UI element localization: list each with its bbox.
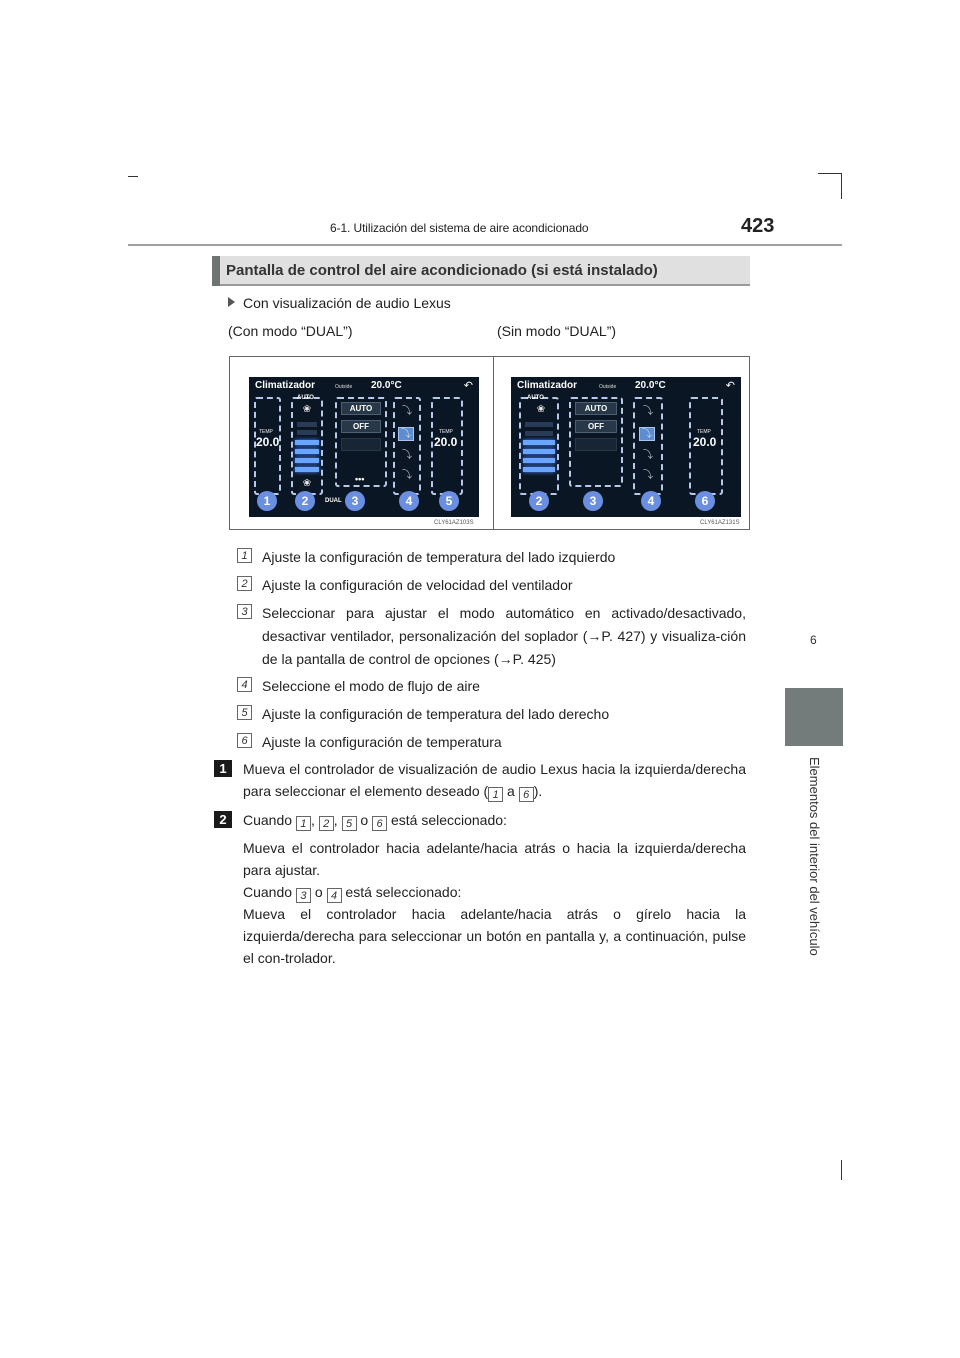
- item-ref: 1: [488, 787, 503, 802]
- header-rule: [128, 244, 842, 246]
- list-item: [237, 675, 747, 698]
- airflow-bilevel-icon[interactable]: ⤵: [639, 427, 655, 441]
- blower-custom-button[interactable]: [341, 438, 381, 451]
- item-ref: 3: [296, 888, 311, 903]
- back-arrow-icon[interactable]: ↶: [463, 380, 473, 392]
- item-text: Ajuste la configuración de velocidad del ventilador: [262, 577, 573, 593]
- page-number: 423: [741, 215, 775, 237]
- callout-6: 6: [695, 491, 715, 511]
- step-text-part: ).: [533, 783, 543, 799]
- back-arrow-icon[interactable]: ↶: [725, 380, 735, 392]
- step-paragraph: Mueva el controlador hacia adelante/hacia atrás o gírelo hacia la izquierda/derecha para seleccionar un botón en pantalla y, a continuación, pulse el con-trolador.: [243, 906, 746, 966]
- fan-level-bar: [523, 458, 555, 463]
- more-options-icon[interactable]: •••: [355, 474, 365, 484]
- list-item: [237, 602, 747, 671]
- dual-label[interactable]: DUAL: [325, 498, 342, 504]
- airflow-face-icon[interactable]: ⤵: [643, 406, 653, 417]
- or-word: o: [314, 884, 323, 900]
- triangle-bullet-icon: [228, 297, 235, 307]
- step-number: 2: [214, 811, 232, 828]
- item-number: 1: [237, 548, 252, 563]
- callout-2: 2: [295, 491, 315, 511]
- item-ref: 6: [519, 787, 534, 802]
- section-title: Pantalla de control del aire acondicionado (si está instalado): [226, 262, 658, 279]
- temp-label: TEMP: [697, 429, 711, 435]
- crop-mark: [841, 173, 842, 199]
- outside-label: Outside: [599, 384, 617, 390]
- item-ref: 1: [296, 816, 311, 831]
- chapter-tab: [785, 688, 843, 746]
- item-number: 6: [237, 733, 252, 748]
- running-header: 6-1. Utilización del sistema de aire acondicionado: [330, 221, 589, 235]
- callout-2: 2: [529, 491, 549, 511]
- auto-badge: AUTO: [297, 395, 314, 401]
- auto-button[interactable]: AUTO: [575, 402, 617, 415]
- callout-3: 3: [345, 491, 365, 511]
- crop-mark: [128, 176, 138, 177]
- climate-screen-dual: [249, 377, 479, 517]
- item-number: 2: [237, 576, 252, 591]
- callout-4: 4: [641, 491, 661, 511]
- screen-title: Climatizador: [255, 380, 316, 391]
- bullet-line: [228, 295, 451, 311]
- item-text: Ajuste la configuración de temperatura del lado izquierdo: [262, 549, 616, 565]
- temp-label: TEMP: [439, 429, 453, 435]
- fan-icon: ❀: [536, 404, 546, 415]
- fan-level-bar: [523, 440, 555, 445]
- outside-temp: 20.0°C: [635, 380, 666, 391]
- item-text: Ajuste la configuración de temperatura: [262, 734, 502, 750]
- when-word: Cuando: [243, 884, 293, 900]
- image-code: CLY61AZ103S: [434, 520, 474, 526]
- item-ref: 4: [327, 888, 342, 903]
- item-ref: 5: [342, 816, 357, 831]
- item-text: Seleccione el modo de flujo de aire: [262, 678, 480, 694]
- fan-level-bar: [523, 449, 555, 454]
- item-ref: 2: [319, 816, 334, 831]
- crop-mark: [841, 1160, 842, 1180]
- selected-text: está seleccionado:: [345, 884, 462, 900]
- blower-custom-button[interactable]: [575, 438, 617, 451]
- list-item: [237, 703, 747, 726]
- airflow-face-icon[interactable]: ⤵: [402, 406, 412, 417]
- fan-level-bar: [295, 449, 319, 454]
- list-item: [237, 574, 747, 597]
- bullet-text: Con visualización de audio Lexus: [243, 295, 451, 311]
- when-word: Cuando: [243, 812, 293, 828]
- list-item: [237, 731, 747, 754]
- illustration-divider: [493, 356, 494, 530]
- or-word: o: [360, 812, 369, 828]
- fan-level-bar: [525, 422, 553, 427]
- outside-temp: 20.0°C: [371, 380, 402, 391]
- fan-level-bar: [525, 431, 553, 436]
- step-paragraph: Mueva el controlador hacia adelante/hacia atrás o hacia la izquierda/derecha para ajustar.: [243, 840, 746, 878]
- crop-mark: [818, 173, 842, 174]
- airflow-defrost-icon[interactable]: ⤵: [643, 470, 653, 481]
- item-text: Seleccionar para ajustar el modo automático en activado/desactivado, desactivar ventilador, personalización del soplador (→P. 427) y visualiza-ción de la pantalla de control de opciones (→P. 425): [262, 605, 746, 667]
- airflow-feet-icon[interactable]: ⤵: [643, 450, 653, 461]
- fan-small-icon: ❀: [302, 478, 312, 489]
- caption-left: (Con modo “DUAL”): [228, 323, 353, 339]
- callout-4: 4: [399, 491, 419, 511]
- airflow-defrost-icon[interactable]: ⤵: [402, 470, 412, 481]
- auto-badge: AUTO: [527, 395, 544, 401]
- item-number: 4: [237, 677, 252, 692]
- selected-text: está seleccionado:: [390, 812, 507, 828]
- step-text-part: a: [503, 783, 519, 799]
- callout-1: 1: [257, 491, 277, 511]
- auto-button[interactable]: AUTO: [341, 402, 381, 415]
- climate-screen-single: [511, 377, 741, 517]
- temp-label: TEMP: [259, 429, 273, 435]
- screen-title: Climatizador: [517, 380, 578, 391]
- left-temp-value: 20.0: [256, 435, 280, 449]
- fan-level-bar: [295, 440, 319, 445]
- list-item: [237, 546, 747, 569]
- step-condition: [243, 881, 746, 903]
- item-number: 5: [237, 705, 252, 720]
- item-text: Ajuste la configuración de temperatura del lado derecho: [262, 706, 610, 722]
- step-text: [243, 758, 746, 802]
- callout-3: 3: [583, 491, 603, 511]
- step-number: 1: [214, 760, 232, 777]
- fan-off-button[interactable]: OFF: [341, 420, 381, 433]
- item-number: 3: [237, 604, 252, 619]
- callout-5: 5: [439, 491, 459, 511]
- caption-right: (Sin modo “DUAL”): [497, 323, 617, 339]
- fan-level-bar: [297, 430, 317, 435]
- fan-off-button[interactable]: OFF: [575, 420, 617, 433]
- airflow-bilevel-icon[interactable]: ⤵: [398, 427, 414, 441]
- airflow-feet-icon[interactable]: ⤵: [402, 450, 412, 461]
- image-code: CLY61AZ131S: [700, 520, 740, 526]
- fan-level-bar: [523, 467, 555, 472]
- step-text-part: Mueva el controlador de visualización de audio Lexus hacia la izquierda/derecha para seleccionar el elemento deseado (: [243, 761, 746, 799]
- fan-level-bar: [295, 458, 319, 463]
- right-temp-value: 20.0: [434, 435, 458, 449]
- outside-label: Outside: [335, 384, 353, 390]
- chapter-number: 6: [810, 633, 817, 647]
- fan-level-bar: [297, 422, 317, 427]
- fan-level-bar: [295, 467, 319, 472]
- step-condition: Cuando 1 , 2 , 5 o 6 está seleccionado:: [243, 812, 507, 830]
- fan-icon: ❀: [302, 404, 312, 415]
- temp-value: 20.0: [693, 435, 717, 449]
- item-ref: 6: [372, 816, 387, 831]
